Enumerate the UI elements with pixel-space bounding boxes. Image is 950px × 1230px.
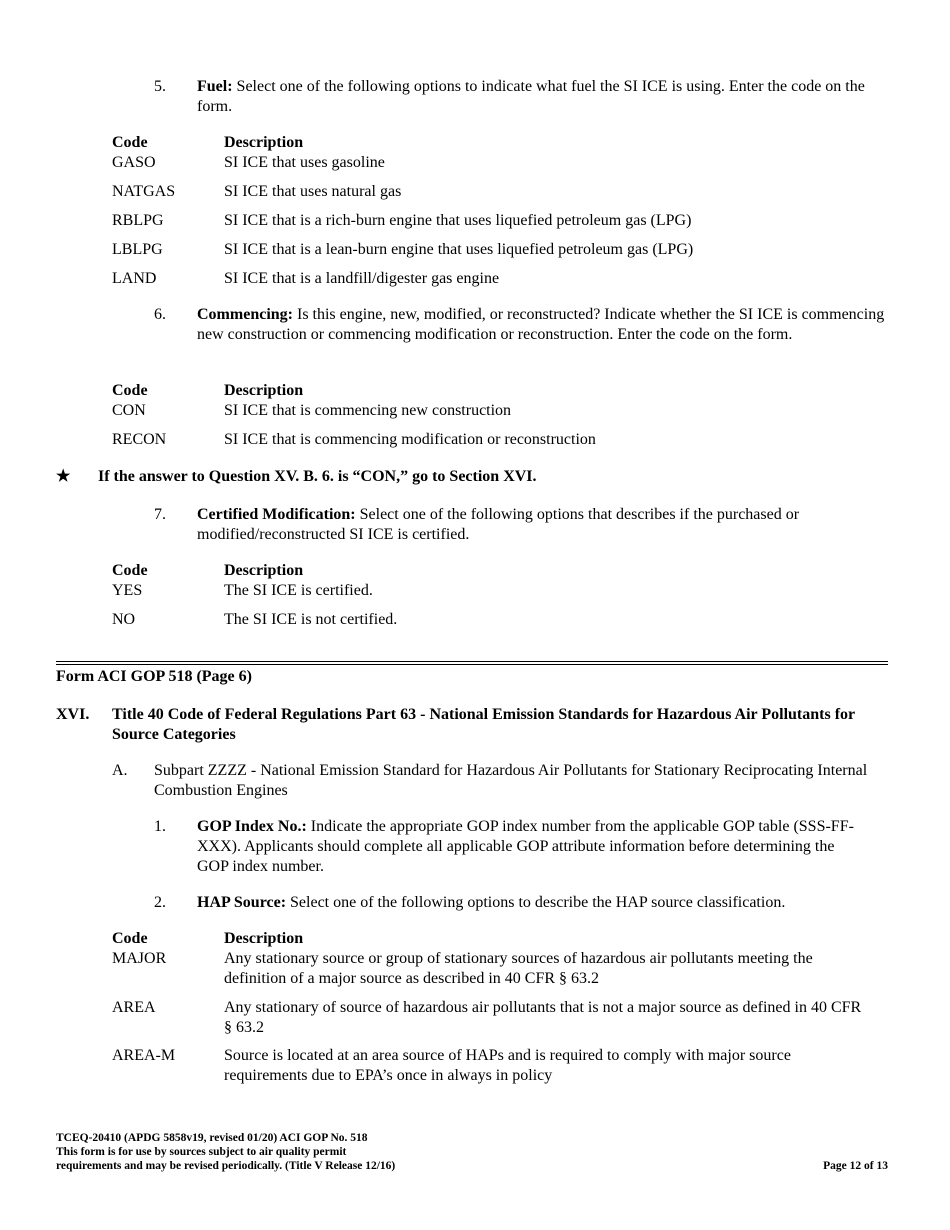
item-6-number: 6. [154,306,166,323]
table1-row-code: LAND [112,270,157,287]
footer-usage-note: This form is for use by sources subject to air quality permit [56,1146,347,1158]
item-a1-label: GOP Index No.: [197,818,307,835]
item-5-number: 5. [154,78,166,95]
table3-code-header: Code [112,562,148,579]
item-6-paragraph [197,305,897,345]
item-5-paragraph [197,77,897,117]
table4-row-code: AREA-M [112,1047,176,1064]
table4-row-description: Any stationary of source of hazardous air pollutants that is not a major source as defined in 40 CFR § 63.2 [224,999,862,1036]
section-title: Title 40 Code of Federal Regulations Part 63 - National Emission Standards for Hazardous Air Pollutants for Source Categories [112,706,855,743]
section-number: XVI. [56,706,90,723]
form-page-heading: Form ACI GOP 518 (Page 6) [56,668,252,685]
page-number: Page 12 of 13 [823,1160,888,1172]
table2-code-header: Code [112,382,148,399]
table1-code-header: Code [112,134,148,151]
table4-description-header: Description [224,930,304,947]
table1-row-description: SI ICE that is a lean-burn engine that uses liquefied petroleum gas (LPG) [224,241,694,258]
table1-description-header: Description [224,134,304,151]
star-icon: ★ [56,468,71,485]
item-a1-text: Indicate the appropriate GOP index number from the applicable GOP table (SSS-FF-XXX). Applicants should complete all applicable GOP attribute information before determining the GOP index number. [197,818,854,875]
table3-row-description: The SI ICE is not certified. [224,611,398,628]
footer-form-id: TCEQ-20410 (APDG 5858v19, revised 01/20) ACI GOP No. 518 [56,1132,368,1144]
item-5-text: Select one of the following options to indicate what fuel the SI ICE is using. Enter the code on the form. [197,78,865,115]
table1-row-code: NATGAS [112,183,176,200]
table2-description-header: Description [224,382,304,399]
footer-revision-note: requirements and may be revised periodically. (Title V Release 12/16) [56,1160,396,1172]
table1-row-description: SI ICE that is a rich-burn engine that uses liquefied petroleum gas (LPG) [224,212,692,229]
item-a2-paragraph [197,893,897,913]
table1-row-code: GASO [112,154,156,171]
table3-row-description: The SI ICE is certified. [224,582,373,599]
table1-row-code: LBLPG [112,241,163,258]
item-a1-number: 1. [154,818,166,835]
table3-row-code: YES [112,582,143,599]
item-7-number: 7. [154,506,166,523]
item-a1-paragraph [197,817,857,877]
table4-row-description: Source is located at an area source of HAPs and is required to comply with major source requirements due to EPA’s once in always in policy [224,1047,791,1084]
table3-description-header: Description [224,562,304,579]
item-6-label: Commencing: [197,306,293,323]
skip-instruction: If the answer to Question XV. B. 6. is “CON,” go to Section XVI. [98,468,537,485]
table2-row-description: SI ICE that is commencing new construction [224,402,512,419]
table4-row-code: MAJOR [112,950,167,967]
item-7-label: Certified Modification: [197,506,356,523]
table1-row-description: SI ICE that uses gasoline [224,154,385,171]
table4-row-description: Any stationary source or group of stationary sources of hazardous air pollutants meeting the definition of a major source as described in 40 CFR § 63.2 [224,950,813,987]
subsection-title: Subpart ZZZZ - National Emission Standard for Hazardous Air Pollutants for Stationary Reciprocating Internal Combustion Engines [154,762,868,799]
table1-row-description: SI ICE that uses natural gas [224,183,402,200]
item-a2-label: HAP Source: [197,894,287,911]
table4-code-header: Code [112,930,148,947]
subsection-letter: A. [112,762,128,779]
item-7-text: Select one of the following options that describes if the purchased or modified/reconstructed SI ICE is certified. [197,506,800,543]
table2-row-description: SI ICE that is commencing modification or reconstruction [224,431,596,448]
table1-row-description: SI ICE that is a landfill/digester gas engine [224,270,500,287]
section-divider [56,664,888,665]
item-5-label: Fuel: [197,78,233,95]
item-a2-number: 2. [154,894,166,911]
table1-row-code: RBLPG [112,212,164,229]
table4-row-code: AREA [112,999,156,1016]
item-7-paragraph [197,505,877,545]
table3-row-code: NO [112,611,136,628]
table2-row-code: CON [112,402,146,419]
item-a2-text: Select one of the following options to describe the HAP source classification. [286,894,786,911]
table2-row-code: RECON [112,431,167,448]
section-divider [56,661,888,662]
item-6-text: Is this engine, new, modified, or reconstructed? Indicate whether the SI ICE is commencing new construction or commencing modification or reconstruction. Enter the code on the form. [197,306,885,343]
